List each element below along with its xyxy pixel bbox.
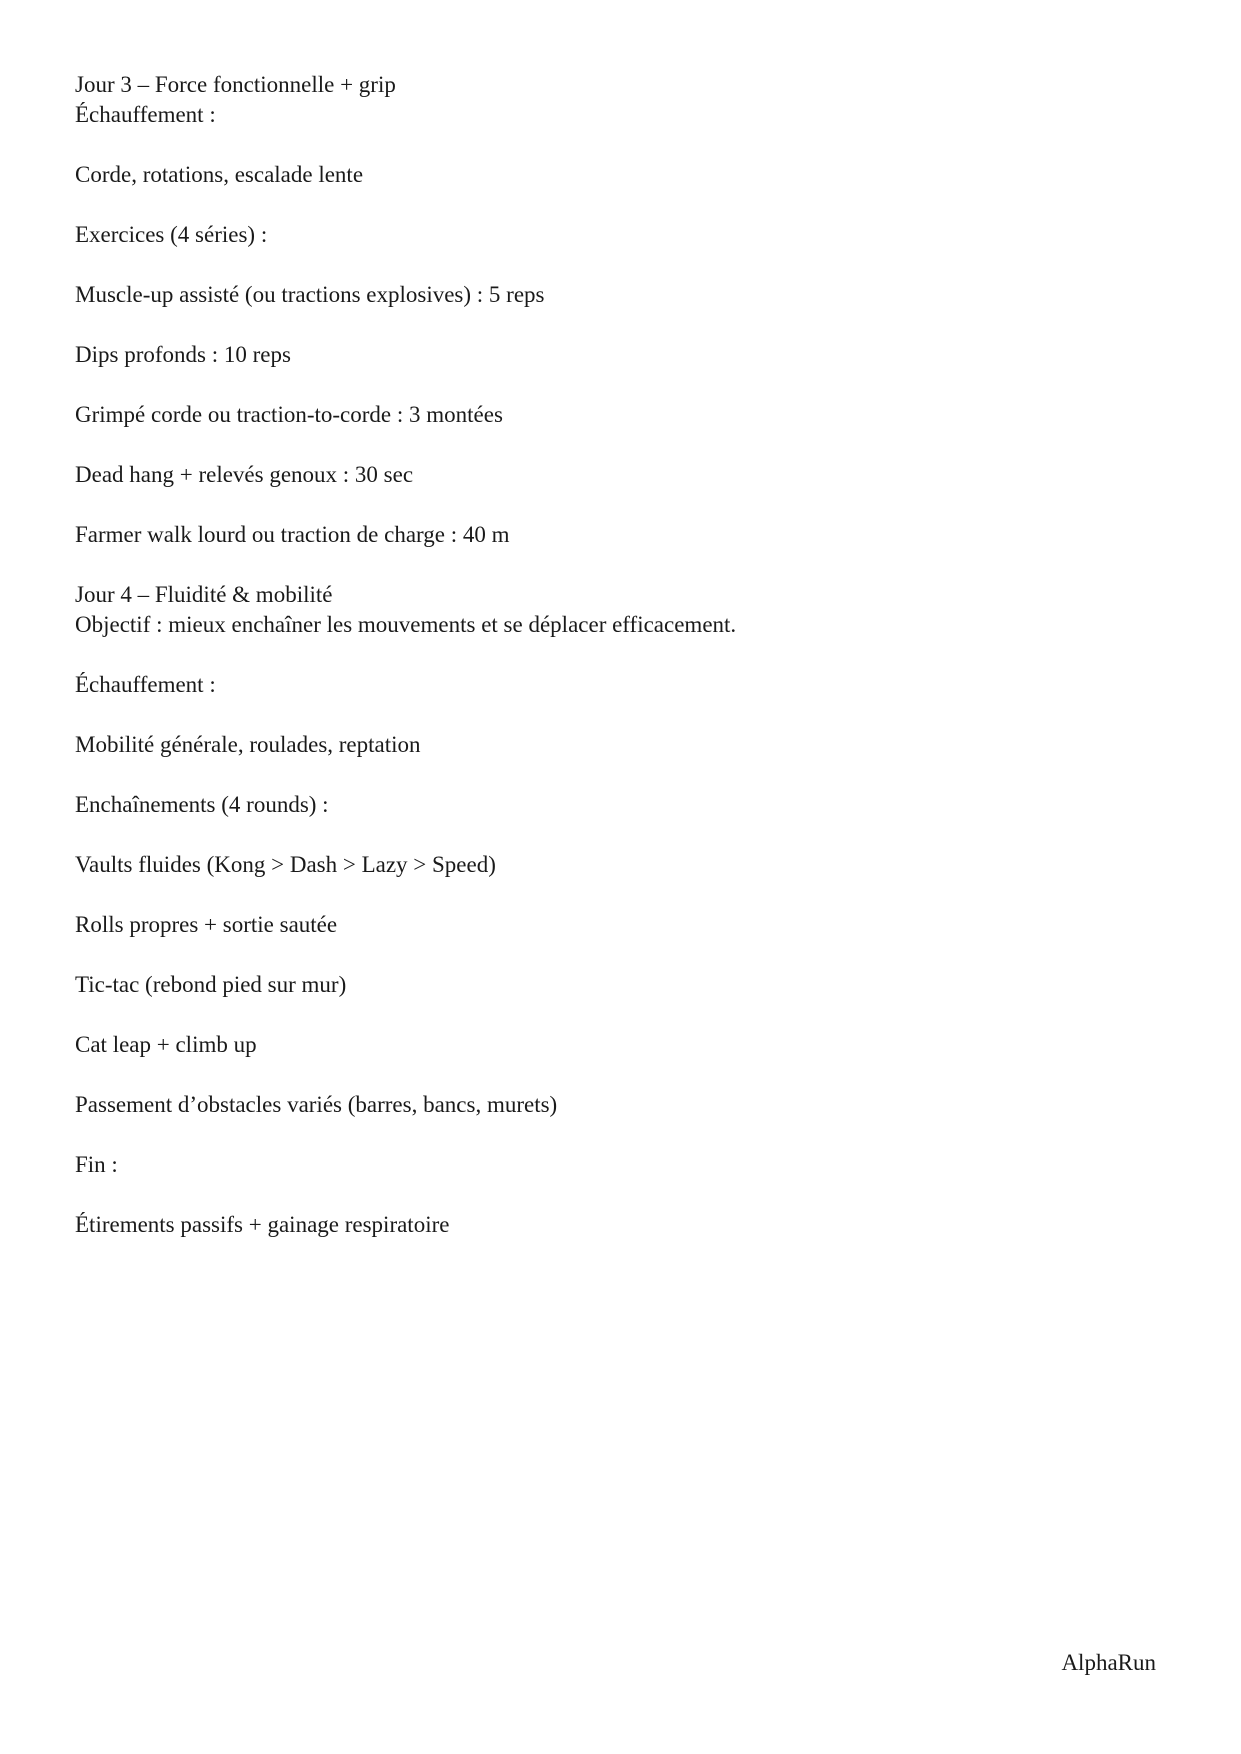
text-line: Dead hang + relevés genoux : 30 sec bbox=[75, 462, 414, 487]
blank-line bbox=[75, 1180, 1165, 1210]
text-line: Jour 3 – Force fonctionnelle + grip bbox=[75, 72, 396, 97]
blank-line bbox=[75, 940, 1165, 970]
text-line: Farmer walk lourd ou traction de charge : 40 m bbox=[75, 522, 510, 547]
text-line: Mobilité générale, roulades, reptation bbox=[75, 732, 421, 757]
blank-line bbox=[75, 1120, 1165, 1150]
text-line: Cat leap + climb up bbox=[75, 1032, 257, 1057]
blank-line bbox=[75, 370, 1165, 400]
text-line: Échauffement : bbox=[75, 102, 216, 127]
document-body bbox=[75, 70, 1165, 1240]
text-line: Vaults fluides (Kong > Dash > Lazy > Speed) bbox=[75, 852, 496, 877]
blank-line bbox=[75, 1060, 1165, 1090]
text-line: Étirements passifs + gainage respiratoire bbox=[75, 1212, 450, 1237]
blank-line bbox=[75, 640, 1165, 670]
blank-line bbox=[75, 430, 1165, 460]
blank-line bbox=[75, 310, 1165, 340]
text-line: Jour 4 – Fluidité & mobilité bbox=[75, 582, 333, 607]
text-line: Échauffement : bbox=[75, 672, 216, 697]
blank-line bbox=[75, 550, 1165, 580]
text-line: Objectif : mieux enchaîner les mouvements et se déplacer efficacement. bbox=[75, 612, 737, 637]
blank-line bbox=[75, 760, 1165, 790]
text-line: Muscle-up assisté (ou tractions explosives) : 5 reps bbox=[75, 282, 545, 307]
blank-line bbox=[75, 250, 1165, 280]
text-line: Fin : bbox=[75, 1152, 118, 1177]
text-line: Tic-tac (rebond pied sur mur) bbox=[75, 972, 347, 997]
blank-line bbox=[75, 820, 1165, 850]
blank-line bbox=[75, 190, 1165, 220]
text-line: Grimpé corde ou traction-to-corde : 3 montées bbox=[75, 402, 503, 427]
text-line: Exercices (4 séries) : bbox=[75, 222, 268, 247]
blank-line bbox=[75, 490, 1165, 520]
text-line: Rolls propres + sortie sautée bbox=[75, 912, 338, 937]
text-line: Passement d’obstacles variés (barres, bancs, murets) bbox=[75, 1092, 558, 1117]
footer-brand: AlphaRun bbox=[1061, 1650, 1156, 1675]
blank-line bbox=[75, 1000, 1165, 1030]
text-line: Enchaînements (4 rounds) : bbox=[75, 792, 329, 817]
text-line: Dips profonds : 10 reps bbox=[75, 342, 291, 367]
blank-line bbox=[75, 880, 1165, 910]
text-line: Corde, rotations, escalade lente bbox=[75, 162, 364, 187]
blank-line bbox=[75, 130, 1165, 160]
blank-line bbox=[75, 700, 1165, 730]
